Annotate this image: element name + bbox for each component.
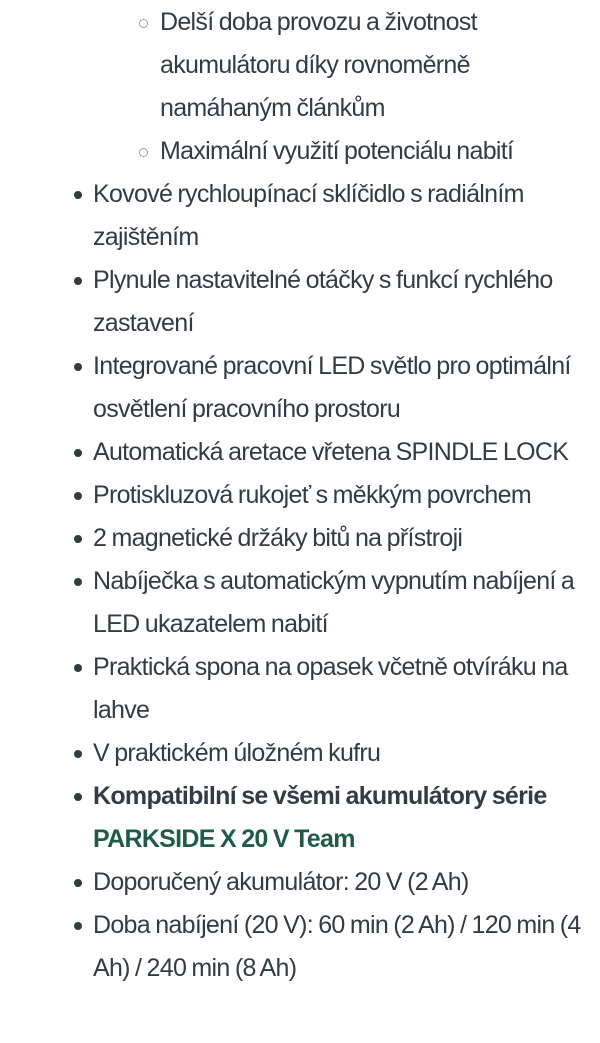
list-item (93, 861, 593, 904)
item-text: Kovové rychloupínací sklíčidlo s radiálním zajištěním (93, 180, 524, 251)
item-text: 2 magnetické držáky bitů na přístroji (93, 524, 463, 552)
sub-list-item (160, 1, 593, 130)
bullet-icon (74, 191, 82, 199)
list-item (93, 173, 593, 259)
bullet-icon (74, 535, 82, 543)
item-text: Plynule nastavitelné otáčky s funkcí rychlého zastavení (93, 266, 553, 337)
list-item (93, 259, 593, 345)
bullet-icon (74, 578, 82, 586)
item-text: V praktickém úložném kufru (93, 739, 381, 767)
list-item (93, 732, 593, 775)
item-text: Doporučený akumulátor: 20 V (2 Ah) (93, 868, 469, 896)
list-item (93, 904, 593, 990)
list-item (93, 431, 593, 474)
list-item (93, 474, 593, 517)
brand-name: PARKSIDE X 20 V Team (93, 825, 355, 853)
sub-list-item (160, 130, 593, 173)
compat-text: Kompatibilní se všemi akumulátory série (93, 782, 547, 810)
bullet-icon (74, 664, 82, 672)
item-text: Maximální využití potenciálu nabití (160, 137, 514, 165)
list-item (93, 345, 593, 431)
bullet-icon (74, 277, 82, 285)
circle-bullet-icon (139, 19, 148, 28)
list-item (93, 1, 593, 173)
bullet-icon (74, 449, 82, 457)
list-item (93, 517, 593, 560)
item-text: Integrované pracovní LED světlo pro optimální osvětlení pracovního prostoru (93, 352, 571, 423)
bullet-icon (74, 492, 82, 500)
item-text: Automatická aretace vřetena SPINDLE LOCK (93, 438, 569, 466)
bullet-icon (74, 363, 82, 371)
list-item (93, 560, 593, 646)
list-item-compatibility (93, 775, 593, 861)
list-item (93, 646, 593, 732)
item-text: Delší doba provozu a životnost akumulátoru díky rovnoměrně namáhaným článkům (160, 8, 477, 122)
circle-bullet-icon (139, 148, 148, 157)
bullet-icon (74, 750, 82, 758)
item-text: Nabíječka s automatickým vypnutím nabíjení a LED ukazatelem nabití (93, 567, 575, 638)
feature-list (93, 1, 593, 990)
item-text: Praktická spona na opasek včetně otvíráku na lahve (93, 653, 568, 724)
bullet-icon (74, 793, 82, 801)
sub-list (160, 1, 593, 173)
item-text: Protiskluzová rukojeť s měkkým povrchem (93, 481, 531, 509)
bullet-icon (74, 879, 82, 887)
item-text: Doba nabíjení (20 V): 60 min (2 Ah) / 120 min (4 Ah) / 240 min (8 Ah) (93, 911, 581, 982)
bullet-icon (74, 922, 82, 930)
